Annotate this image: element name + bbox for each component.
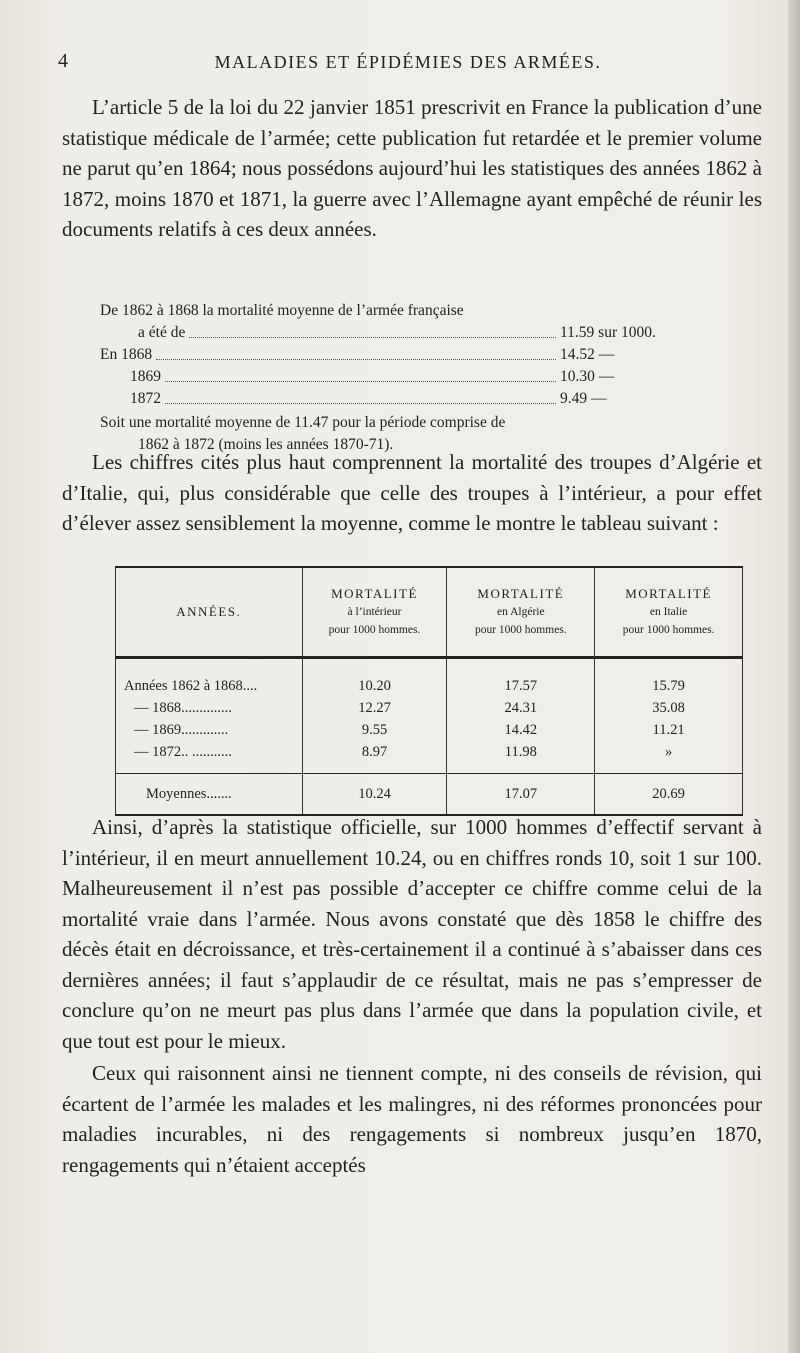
page-header xyxy=(58,50,758,80)
mortality-intro-line: De 1862 à 1868 la mortalité moyenne de l’armée française xyxy=(100,302,464,319)
cell-mean-algeria: 17.07 xyxy=(447,774,595,816)
cell-italy: » xyxy=(595,741,743,774)
cell-italy: 15.79 xyxy=(595,658,743,698)
mortality-year: 1872 xyxy=(130,390,161,407)
cell-interior: 10.20 xyxy=(302,658,447,698)
header-algeria-sub2: pour 1000 hommes. xyxy=(474,624,567,636)
header-italy-main: MORTALITÉ xyxy=(625,586,712,601)
mortality-intro-value: 11.59 sur 1000. xyxy=(560,324,656,341)
summary-line-2: 1862 à 1872 (moins les années 1870-71). xyxy=(138,436,394,453)
running-title: MALADIES ET ÉPIDÉMIES DES ARMÉES. xyxy=(214,52,602,72)
cell-interior: 12.27 xyxy=(302,697,447,719)
page-number: 4 xyxy=(58,50,68,72)
cell-italy: 11.21 xyxy=(595,719,743,741)
paragraph-intro: L’article 5 de la loi du 22 janvier 1851 prescrivit en France la publication d’une statistique médicale de l’armée; cette publication fut retardée et le premier volume ne parut qu’en 1864; nous possédons aujourd’hui les statistiques des années 1862 à 1872, moins 1870 et 1871, la guerre avec l’Allemagne ayant empêché de réunir les documents relatifs à ces deux années. xyxy=(62,95,762,241)
mortality-row xyxy=(100,344,740,366)
cell-algeria: 14.42 xyxy=(447,719,595,741)
summary-line-1: Soit une mortalité moyenne de 11.47 pour la période comprise de xyxy=(100,414,506,431)
paragraph-table-intro: Les chiffres cités plus haut comprennent la mortalité des troupes d’Algérie et d’Italie, qui, plus considérable que celle des troupes à l’intérieur, a pour effet d’élever assez sensiblement la moyenne, comme le montre le tableau suivant : xyxy=(62,450,762,535)
paragraph-continuation: Ceux qui raisonnent ainsi ne tiennent compte, ni des conseils de révision, qui écartent de l’armée les malades et les malingres, ni des réformes prononcées pour maladies incurables, ni des rengagements si nombreux jusqu’en 1870, rengagements qui n’étaient acceptés xyxy=(62,1061,762,1177)
cell-year: — 1868.............. xyxy=(116,697,303,719)
mortality-row-average xyxy=(100,322,740,344)
mortality-value: 10.30 — xyxy=(560,368,615,385)
cell-algeria: 11.98 xyxy=(447,741,595,774)
header-interior-sub2: pour 1000 hommes. xyxy=(328,624,421,636)
cell-mean-label: Moyennes....... xyxy=(116,774,303,816)
cell-year: — 1872.. ........... xyxy=(116,741,303,774)
header-algeria-main: MORTALITÉ xyxy=(477,586,565,601)
table-row xyxy=(116,697,743,719)
mortality-list xyxy=(100,300,740,410)
cell-interior: 9.55 xyxy=(302,719,447,741)
paragraph-analysis: Ainsi, d’après la statistique officielle, sur 1000 hommes d’effectif servant à l’intérieur, il en meurt annuellement 10.24, ou en chiffres ronds 10, soit 1 sur 100. Malheureusement il n’est pas possible d’accepter ce chiffre comme celui de la mortalité vraie dans l’armée. Nous avons constaté que dès 1858 le chiffre des décès était en décroissance, et très-certainement il a continué à s’abaisser dans ces dernières années; il faut s’applaudir de ce résultat, mais ne pas s’empresser de conclure qu’on ne meurt pas plus dans l’armée que dans la population civile, et que tout est pour le mieux. xyxy=(62,815,762,1053)
cell-mean-interior: 10.24 xyxy=(302,774,447,816)
cell-italy: 35.08 xyxy=(595,697,743,719)
header-algeria xyxy=(447,567,595,658)
cell-interior: 8.97 xyxy=(302,741,447,774)
header-years-label: ANNÉES. xyxy=(176,603,242,619)
header-interior xyxy=(302,567,447,658)
cell-mean-italy: 20.69 xyxy=(595,774,743,816)
dot-leader xyxy=(189,322,556,338)
mortality-intro-label: a été de xyxy=(138,324,186,341)
header-years xyxy=(116,567,303,658)
table-row xyxy=(116,741,743,774)
dot-leader xyxy=(165,366,556,382)
mortality-row xyxy=(100,388,740,410)
table-row xyxy=(116,719,743,741)
cell-year: — 1869............. xyxy=(116,719,303,741)
dot-leader xyxy=(165,388,556,404)
header-italy-sub2: pour 1000 hommes. xyxy=(622,624,715,636)
header-italy xyxy=(595,567,743,658)
header-italy-sub1: en Italie xyxy=(649,606,688,618)
header-interior-main: MORTALITÉ xyxy=(331,586,418,601)
mortality-year: En 1868 xyxy=(100,346,153,363)
cell-algeria: 17.57 xyxy=(447,658,595,698)
table-row-mean xyxy=(116,774,743,816)
table-header-row xyxy=(116,567,743,658)
table-row xyxy=(116,658,743,698)
mortality-value: 14.52 — xyxy=(560,346,615,363)
header-interior-sub1: à l’intérieur xyxy=(347,606,402,618)
mortality-row xyxy=(100,366,740,388)
header-algeria-sub1: en Algérie xyxy=(497,606,545,618)
page-edge xyxy=(788,0,800,1353)
cell-algeria: 24.31 xyxy=(447,697,595,719)
mortality-value: 9.49 — xyxy=(560,390,607,407)
mortality-year: 1869 xyxy=(130,368,161,385)
cell-year: Années 1862 à 1868.... xyxy=(116,658,303,698)
dot-leader xyxy=(156,344,556,360)
mortality-table xyxy=(115,566,743,816)
